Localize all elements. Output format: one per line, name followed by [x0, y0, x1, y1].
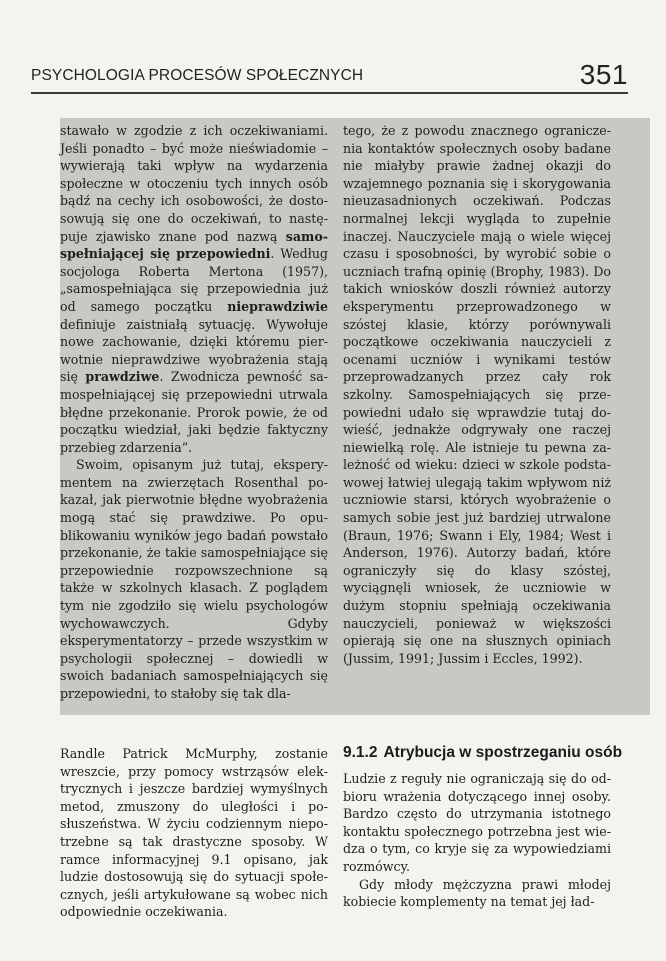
section-heading [343, 744, 622, 762]
page-number: 351 [579, 59, 628, 90]
term-self-fulfilling-prophecy: samospełniającej się przepowiedni [60, 228, 328, 262]
term-falsely: nieprawdziwie [227, 298, 328, 314]
body-paragraph: Gdy młody mężczyzna prawi młodej kobiecie komplementy na temat jej ład- [343, 876, 611, 910]
info-box-column-left [60, 122, 328, 703]
info-box-column-right [343, 122, 611, 667]
running-header-title: PSYCHOLOGIA PROCESÓW SPOŁECZNYCH [31, 67, 364, 84]
body-paragraph: Ludzie z reguły nie ograniczają się do odbioru wrażenia dotyczącego innej osoby. Bardzo często do utrzymania istotnego kontaktu społecznego potrzebna jest wiedza o tym, co kryje się za wypowiedziami rozmówcy. [343, 771, 611, 874]
section-number: 9.1.2 [343, 744, 378, 761]
info-box-paragraph: tego, że z powodu znacznego ograniczenia kontaktów społecznych osoby badane nie miałyby prawie żadnej okazji do wzajemnego poznania się i skorygowania nieuzasadnionych oczekiwań. Podczas normalnej lekcji wygląda to zupełnie inaczej. Nauczyciele mają o wiele więcej czasu i sposobności, by wyrobić sobie o uczniach trafną opinię (Brophy, 1983). Do takich wniosków doszli również autorzy eksperymentu przeprowadzonego w szóstej klasie, którzy porównywali początkowe oczekiwania nauczycieli z ocenami uczniów i wynikami testów przeprowadzanych przez cały rok szkolny. Samospełniających się przepowiedni udało się wprawdzie tutaj dowieść, jednakże odgrywały one raczej niewielką rolę. Ale istnieje tu pewna zależność od wieku: dzieci w szkole podstawowej łatwiej ulegają takim wpływom niż uczniowie starsi, których wyobrażenie o samych sobie jest już bardziej utrwalone (Braun, 1976; Swann i Ely, 1984; West i Anderson, 1976). Autorzy badań, które ograniczyły się do klasy szóstej, wyciągnęli wniosek, że uczniowie w dużym stopniu spełniają oczekiwania nauczycieli, ponieważ w większości opierają się one na słusznych opiniach (Jussim, 1991; Jussim i Eccles, 1992). [343, 123, 611, 666]
term-true: prawdziwe [85, 369, 160, 385]
running-header [31, 55, 628, 91]
body-column-left [60, 745, 328, 921]
section-title: Atrybucja w spostrzeganiu osób [383, 744, 623, 761]
info-box-paragraph: stawało w zgodzie z ich oczekiwaniami. Jeśli ponadto – być może nieświadomie – wywierają taki wpływ na wydarzenia społeczne w otoczeniu tych innych osób bądź na cechy ich osobowości, że dostosowują się one do oczekiwań, to następuje zjawisko znane pod nazwą samospełniającej się przepowiedni. Według socjologa Roberta Mertona (1957), „samospełniająca się przepowiednia już od samego początku nieprawdziwie definiuje zaistniałą sytuację. Wywołuje nowe zachowanie, dzięki któremu pierwotnie nieprawdziwe wyobrażenia stają się prawdziwe. Zwodnicza pewność samospełniającej się przepowiedni utrwala błędne przekonanie. Prorok powie, że od początku wiedział, jaki będzie faktyczny przebieg zdarzenia”. [60, 123, 329, 455]
header-rule [31, 92, 628, 94]
bleed-through-text [590, 722, 650, 746]
info-box-paragraph: Swoim, opisanym już tutaj, eksperymentem na zwierzętach Rosenthal pokazał, jak pierwotnie błędne wyobrażenia mogą stać się prawdziwe. Po opublikowaniu wyników jego badań powstało przekonanie, że takie samospełniające się przepowiednie rozpowszechnione są także w szkolnych klasach. Z poglądem tym nie zgodziło się wielu psychologów wychowawczych. Gdyby eksperymentatorzy – przede wszystkim w psychologii społecznej – dowiedli w swoich badaniach samospełniających się przepowiedni, to stałoby się tak dla- [60, 457, 328, 701]
body-paragraph: Randle Patrick McMurphy, zostanie wreszcie, przy pomocy wstrząsów elektrycznych i jeszcze bardziej wymyślnych metod, zmuszony do uległości i posłuszeństwa. W życiu codziennym niepotrzebne są tak drastyczne sposoby. W ramce informacyjnej 9.1 opisano, jak ludzie dostosowują się do sytuacji społecznych, jeśli artykułowane są wobec nich odpowiednie oczekiwania. [60, 746, 328, 920]
body-column-right [343, 770, 611, 911]
